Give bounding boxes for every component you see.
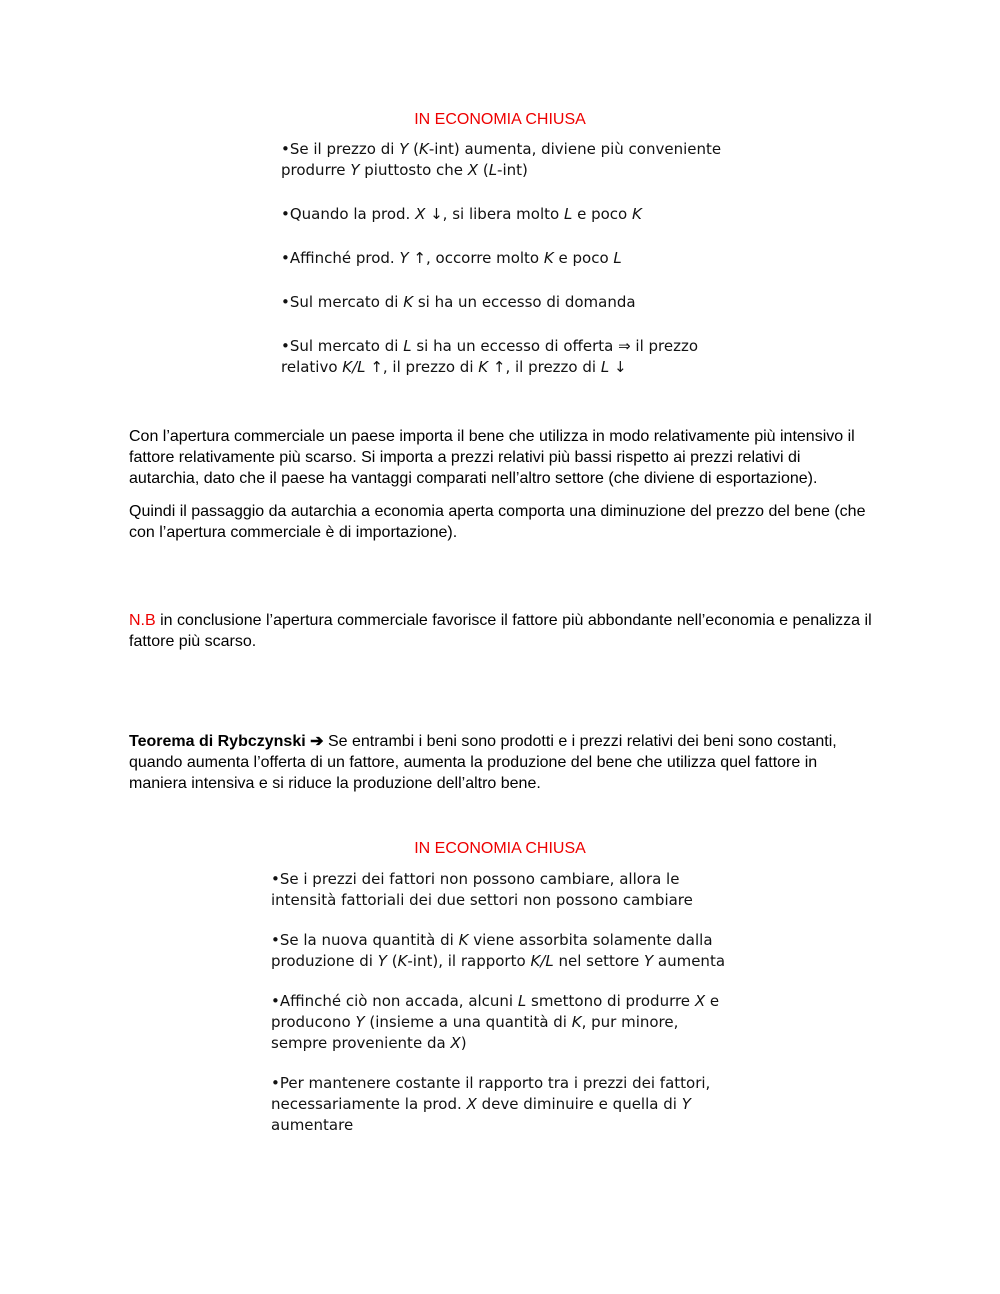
variable-symbol: K <box>478 358 489 376</box>
bullet-item: •Se il prezzo di Y (K-int) aumenta, diviene più conveniente produrre Y piuttosto che X (L-int) <box>281 140 722 179</box>
nb-label: N.B <box>129 612 156 629</box>
variable-symbol: Y <box>681 1095 691 1113</box>
theorem-paragraph <box>129 731 874 794</box>
paragraph-autarchy: Quindi il passaggio da autarchia a economia aperta comporta una diminuzione del prezzo del bene (che con l’apertura commerciale è di importazione). <box>129 503 866 541</box>
variable-symbol: K <box>403 293 414 311</box>
section2-heading: IN ECONOMIA CHIUSA <box>414 840 586 857</box>
arrow-icon: ➔ <box>305 733 324 750</box>
variable-symbol: L <box>403 337 412 355</box>
nb-note <box>129 610 874 652</box>
variable-symbol: L <box>600 358 610 376</box>
bullet-item: •Se la nuova quantità di K viene assorbita solamente dalla produzione di Y (K-int), il rapporto K/L nel settore Y aumenta <box>271 931 726 970</box>
variable-symbol: X <box>450 1034 461 1052</box>
theorem-text: Se entrambi i beni sono prodotti e i prezzi relativi dei beni sono costanti, quando aumenta l’offerta di un fattore, aumenta la produzione del bene che utilizza quel fattore in maniera intensiva e si riduce la produzione dell’altro bene. <box>129 733 837 792</box>
bullet-item: •Per mantenere costante il rapporto tra i prezzi dei fattori, necessariamente la prod. X deve diminuire e quella di Y aumentare <box>271 1074 711 1134</box>
variable-symbol: X <box>694 992 706 1010</box>
variable-symbol: X <box>415 205 426 223</box>
section2-bullet-list <box>271 869 751 1155</box>
bullet-item: •Affinché ciò non accada, alcuni L smettono di produrre X e producono Y (insieme a una quantità di K, pur minore, sempre proveniente da X) <box>271 992 720 1052</box>
variable-symbol: Y <box>355 1013 365 1031</box>
variable-symbol: X <box>467 161 479 179</box>
bullet-item: •Affinché prod. Y ↑, occorre molto K e poco L <box>281 249 622 267</box>
nb-text: in conclusione l’apertura commerciale favorisce il fattore più abbondante nell’economia e penalizza il fattore più scarso. <box>129 612 872 650</box>
variable-symbol: K <box>571 1013 582 1031</box>
theorem-title: Teorema di Rybczynski <box>129 733 306 750</box>
variable-symbol: K/L <box>530 952 554 970</box>
variable-symbol: L <box>563 205 573 223</box>
variable-symbol: Y <box>643 952 654 970</box>
body-paragraphs <box>129 426 874 543</box>
variable-symbol: Y <box>377 952 387 970</box>
bullet-item: •Quando la prod. X ↓, si libera molto L e poco K <box>281 205 642 223</box>
bullet-item: •Se i prezzi dei fattori non possono cambiare, allora le intensità fattoriali dei due settori non possono cambiare <box>271 870 693 909</box>
variable-symbol: K <box>458 931 469 949</box>
variable-symbol: Y <box>350 161 360 179</box>
variable-symbol: K <box>631 205 642 223</box>
section1-bullet-list <box>281 139 741 401</box>
variable-symbol: L <box>517 992 527 1010</box>
bullet-item: •Sul mercato di L si ha un eccesso di offerta ⇒ il prezzo relativo K/L ↑, il prezzo di K ↑, il prezzo di L ↓ <box>281 337 699 376</box>
variable-symbol: K/L <box>342 358 366 376</box>
variable-symbol: Y <box>399 249 409 267</box>
variable-symbol: L <box>488 161 498 179</box>
variable-symbol: K <box>397 952 408 970</box>
variable-symbol: X <box>466 1095 477 1113</box>
variable-symbol: Y <box>399 140 409 158</box>
section1-heading: IN ECONOMIA CHIUSA <box>414 111 586 128</box>
bullet-item: •Sul mercato di K si ha un eccesso di domanda <box>281 293 636 311</box>
variable-symbol: L <box>613 249 622 267</box>
variable-symbol: K <box>419 140 429 158</box>
variable-symbol: K <box>543 249 554 267</box>
paragraph-import: Con l’apertura commerciale un paese importa il bene che utilizza in modo relativamente più intensivo il fattore relativamente più scarso. Si importa a prezzi relativi più bassi rispetto ai prezzi relativi di autarchia, dato che il paese ha vantaggi comparati nell’altro settore (che diviene di esportazione). <box>129 428 855 487</box>
